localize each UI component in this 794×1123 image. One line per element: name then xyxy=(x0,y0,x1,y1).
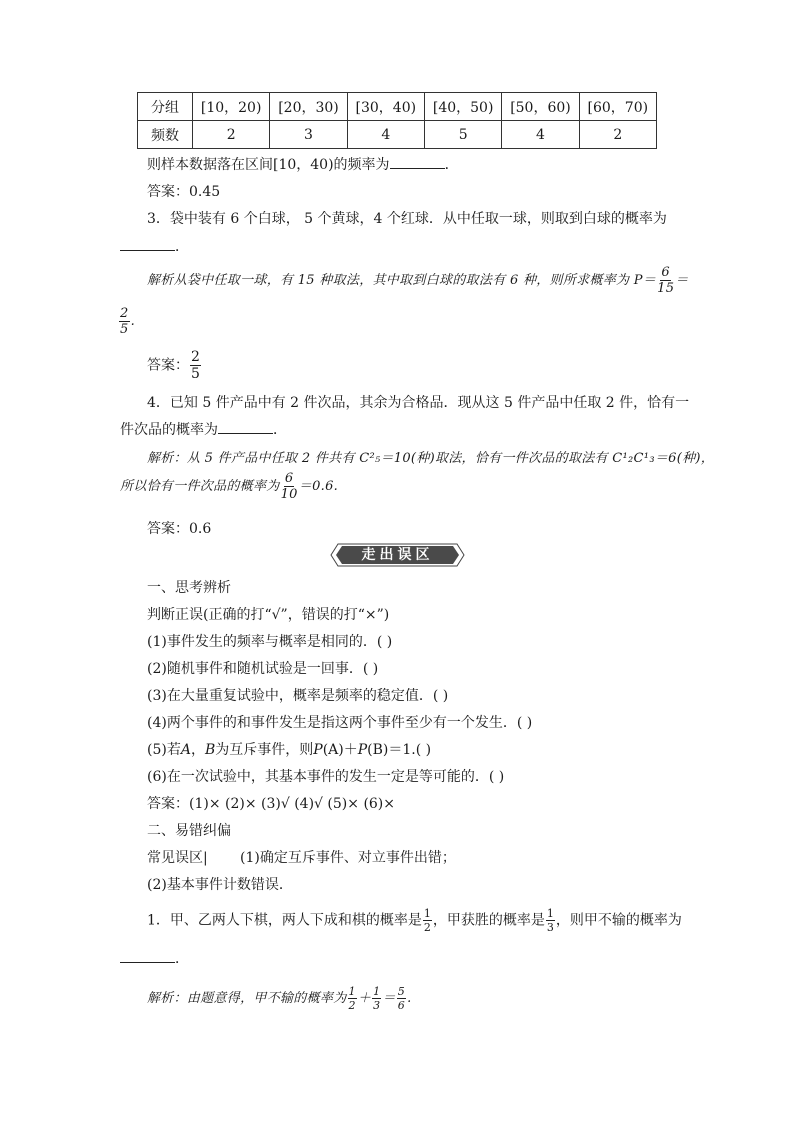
q3-blank-line: ． xyxy=(120,236,189,256)
q4-solution-line2 xyxy=(120,472,338,501)
judgment-item-2: (2)随机事件和随机试验是一回事．( ) xyxy=(147,661,379,677)
fraction-denominator: 10 xyxy=(280,487,298,502)
fraction-numerator: 1 xyxy=(423,907,431,920)
fraction-denominator: 15 xyxy=(657,281,675,296)
fraction xyxy=(546,908,555,933)
fraction-numerator: 2 xyxy=(191,349,200,365)
table-row xyxy=(138,93,657,121)
table-cell: [60，70) xyxy=(579,93,656,121)
question-text: ． xyxy=(175,951,189,967)
table-cell: 分组 xyxy=(138,93,193,121)
math-var: B xyxy=(204,742,216,758)
table-cell: 2 xyxy=(579,121,656,149)
table-cell: [10，20) xyxy=(193,93,270,121)
fraction-denominator: 5 xyxy=(191,366,200,382)
table-cell: 2 xyxy=(193,121,270,149)
s2-q1-solution xyxy=(147,986,412,1011)
fraction xyxy=(281,472,298,501)
q3-solution xyxy=(147,265,689,296)
fraction xyxy=(190,350,201,381)
q4-solution-text: 所以恰有一件次品的概率为 xyxy=(120,479,280,494)
q4-question-line1: 4．已知 5 件产品中有 2 件次品，其余为合格品．现从这 5 件产品中任取 2 件，恰有一 xyxy=(147,395,690,411)
question-text: ，甲获胜的概率是 xyxy=(432,912,545,929)
table-cell: 4 xyxy=(347,121,424,149)
plus-sign: ＋ xyxy=(357,991,372,1006)
fraction-denominator: 2 xyxy=(423,921,431,934)
item-text: (A)＋ xyxy=(322,742,358,758)
fraction xyxy=(119,307,130,336)
common-error-2: (2)基本事件计数错误． xyxy=(147,877,293,893)
common-error-1: (1)确定互斥事件、对立事件出错； xyxy=(240,850,456,866)
section1-heading: 一、思考辨析 xyxy=(147,580,231,596)
judgment-item-6: (6)在一次试验中，其基本事件的发生一定是等可能的．( ) xyxy=(147,769,505,785)
item-text: (B)＝1.( ) xyxy=(367,742,432,758)
table-cell: [30，40) xyxy=(347,93,424,121)
math-var: A xyxy=(180,742,191,758)
fraction xyxy=(372,986,381,1011)
section2-heading: 二、易错纠偏 xyxy=(147,823,231,839)
frequency-table xyxy=(137,92,657,149)
q4-question-line2: 件次品的概率为 ． xyxy=(120,419,287,439)
fraction-denominator: 6 xyxy=(397,999,406,1012)
fraction xyxy=(423,908,432,933)
common-errors-label: 常见误区| xyxy=(147,850,208,866)
fraction-numerator: 1 xyxy=(373,985,381,998)
answer-label: 答案： xyxy=(147,357,189,374)
q2-answer: 答案：0.45 xyxy=(147,184,221,200)
fraction-denominator: 3 xyxy=(373,999,381,1012)
judgment-item-1: (1)事件发生的频率与概率是相同的．( ) xyxy=(147,634,393,650)
answer-blank xyxy=(120,236,175,251)
q4-answer: 答案：0.6 xyxy=(147,521,212,537)
item-text: 为互斥事件，则 xyxy=(215,742,314,758)
s2-q1-blank-line xyxy=(120,948,189,968)
fraction-denominator: 5 xyxy=(120,322,129,337)
fraction xyxy=(348,986,357,1011)
section1-instruction: 判断正误(正确的打“√”，错误的打“×”) xyxy=(147,607,390,623)
fraction-numerator: 6 xyxy=(284,471,294,486)
fraction-numerator: 1 xyxy=(546,907,554,920)
fraction-numerator: 6 xyxy=(661,265,670,280)
item-text: (5)若 xyxy=(147,742,181,758)
math-var: P xyxy=(313,742,323,758)
fraction-numerator: 2 xyxy=(120,306,129,321)
section1-answer: 答案：(1)× (2)× (3)√ (4)√ (5)× (6)× xyxy=(147,796,396,812)
fraction-numerator: 5 xyxy=(397,985,406,998)
solution-text: 解析：由题意得，甲不输的概率为 xyxy=(147,991,347,1006)
q3-question: 3．袋中装有 6 个白球， 5 个黄球，4 个红球．从中任取一球，则取到白球的概率为 xyxy=(147,211,667,227)
q4-solution-line1: 解析：从 5 件产品中任取 2 件共有 C²₅＝10(种)取法，恰有一件次品的取法有 C¹₂C¹₃＝6(种)， xyxy=(147,451,715,466)
table-cell: [40，50) xyxy=(424,93,501,121)
table-cell: [50，60) xyxy=(502,93,579,121)
judgment-item-4: (4)两个事件的和事件发生是指这两个事件至少有一个发生．( ) xyxy=(147,715,533,731)
q4-question-text: 件次品的概率为 xyxy=(120,422,218,438)
equals-sign: ＝ xyxy=(675,273,689,288)
judgment-item-5 xyxy=(147,739,431,759)
q2-question: 则样本数据落在区间[10，40)的频率为 ． xyxy=(147,154,459,174)
fraction xyxy=(657,266,674,295)
q2-question-text: 则样本数据落在区间[10，40)的频率为 xyxy=(147,157,390,173)
judgment-item-3: (3)在大量重复试验中，概率是频率的稳定值．( ) xyxy=(147,688,449,704)
section-banner xyxy=(330,543,465,567)
fraction-denominator: 2 xyxy=(348,999,356,1012)
q4-solution-result: ＝0.6. xyxy=(298,479,339,494)
answer-blank xyxy=(218,419,273,434)
fraction xyxy=(397,986,406,1011)
table-cell: 频数 xyxy=(138,121,193,149)
equals-sign: ＝ xyxy=(382,991,396,1006)
s2-q1-question xyxy=(147,908,682,933)
question-text: ，则甲不输的概率为 xyxy=(555,912,682,929)
answer-blank xyxy=(390,154,445,169)
table-cell: 4 xyxy=(502,121,579,149)
table-cell: 3 xyxy=(270,121,347,149)
table-cell: [20，30) xyxy=(270,93,347,121)
answer-blank xyxy=(120,948,175,963)
q3-answer xyxy=(147,350,202,381)
question-text: 1．甲、乙两人下棋，两人下成和棋的概率是 xyxy=(147,912,422,929)
math-var: P xyxy=(357,742,368,758)
fraction-numerator: 1 xyxy=(348,985,356,998)
table-cell: 5 xyxy=(424,121,501,149)
fraction-denominator: 3 xyxy=(546,921,554,934)
item-text: ， xyxy=(190,742,205,758)
q3-solution-cont: $\frac{2}{5}$ . xyxy=(120,306,136,337)
table-row xyxy=(138,121,657,149)
q3-solution-text: 解析从袋中任取一球，有 15 种取法，其中取到白球的取法有 6 种，则所求概率为 P＝ xyxy=(147,273,657,288)
banner-title: 走出误区 xyxy=(361,547,434,563)
solution-text: . xyxy=(407,991,412,1006)
